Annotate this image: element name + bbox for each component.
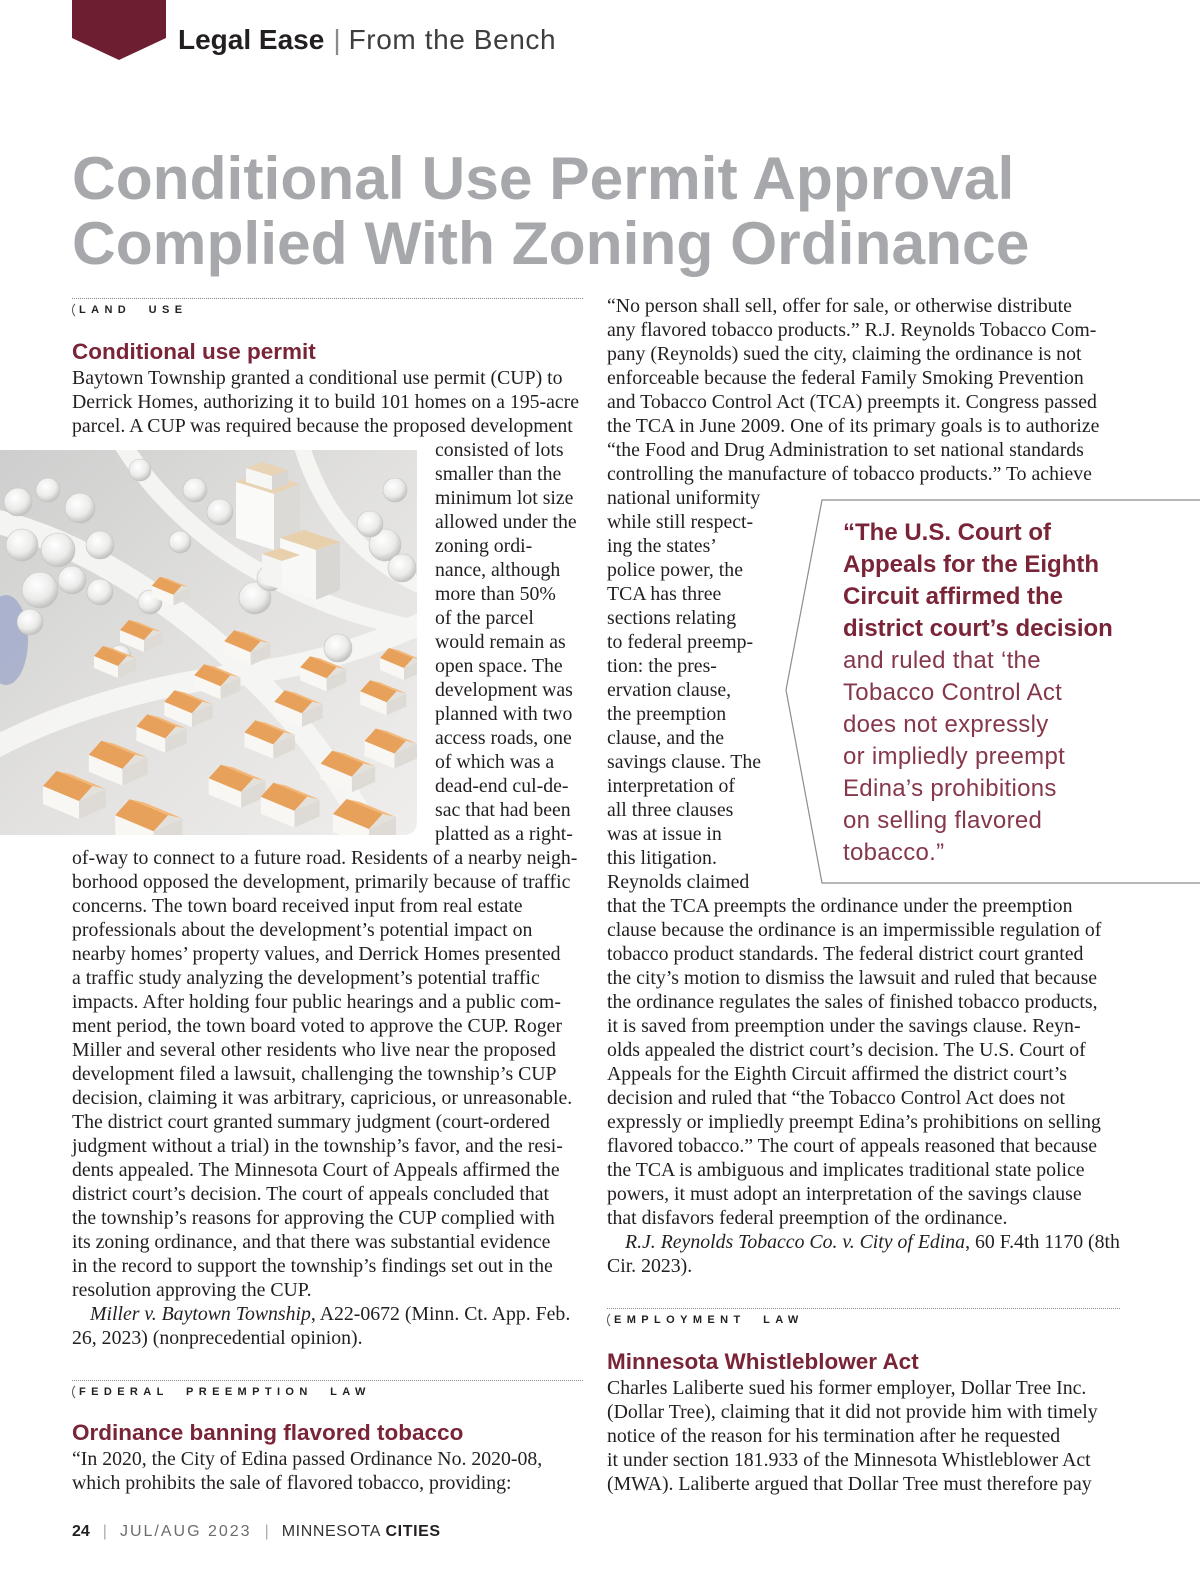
citation-reference: , A22-0672 (Minn. Ct. App. Feb. xyxy=(310,1303,571,1325)
text-line: Tobacco Control Act xyxy=(843,679,1063,706)
text-line: professionals about the development’s potential impact on xyxy=(72,919,533,941)
text-line: Appeals for the Eighth Circuit affirmed the district court’s xyxy=(607,1063,1067,1085)
text-line: sac that had been xyxy=(435,799,571,821)
text-line: parcel. A CUP was required because the proposed development xyxy=(72,415,573,437)
text-line: zoning ordi- xyxy=(435,535,533,557)
text-line: of-way to connect to a future road. Residents of a nearby neigh- xyxy=(72,847,578,869)
text-line: while still respect- xyxy=(607,511,754,533)
text-line: any flavored tobacco products.” R.J. Reynolds Tobacco Com- xyxy=(607,319,1097,341)
footer-separator: | xyxy=(264,1523,269,1540)
pull-quote-continuation xyxy=(843,645,1113,869)
text-line: impacts. After holding four public hearings and a public com- xyxy=(72,991,561,1013)
text-line: was at issue in xyxy=(607,823,722,845)
running-header xyxy=(178,23,556,57)
text-line: expressly or impliedly preempt Edina’s prohibitions on selling xyxy=(607,1111,1101,1133)
pull-quote xyxy=(843,517,1113,869)
text-line: the preemption xyxy=(607,703,727,725)
text-line: flavored tobacco.” The court of appeals reasoned that because xyxy=(607,1135,1098,1157)
text-line: that the TCA preempts the ordinance under the preemption xyxy=(607,895,1073,917)
text-line: clause, and the xyxy=(607,727,724,749)
text-line: a traffic study analyzing the development’s potential traffic xyxy=(72,967,540,989)
text-line: notice of the reason for his termination after he requested xyxy=(607,1425,1061,1447)
text-line: it under section 181.933 of the Minnesota Whistleblower Act xyxy=(607,1449,1091,1471)
land-use-citation xyxy=(72,1302,570,1350)
publication-name-prefix: MINNESOTA xyxy=(281,1523,382,1540)
text-line: the township’s reasons for approving the CUP complied with xyxy=(72,1207,555,1229)
citation-reference: , 60 F.4th 1170 (8th xyxy=(965,1231,1120,1253)
text-line: of which was a xyxy=(435,751,555,773)
text-line: borhood opposed the development, primarily because of traffic xyxy=(72,871,571,893)
text-line: tobacco product standards. The federal district court granted xyxy=(607,943,1084,965)
text-line: concerns. The town board received input from real estate xyxy=(72,895,523,917)
text-line: ment period, the town board voted to approve the CUP. Roger xyxy=(72,1015,563,1037)
text-line: judgment without a trial) in the township’s favor, and the resi- xyxy=(72,1135,563,1157)
text-line: it is saved from preemption under the savings clause. Reyn- xyxy=(607,1015,1081,1037)
text-line: decision and ruled that “the Tobacco Control Act does not xyxy=(607,1087,1066,1109)
citation-case-name: R.J. Reynolds Tobacco Co. v. City of Edina xyxy=(625,1231,966,1253)
footer-separator: | xyxy=(102,1523,107,1540)
page-title xyxy=(72,146,1029,276)
text-line: TCA has three xyxy=(607,583,722,605)
text-line: would remain as xyxy=(435,631,566,653)
publication-name-suffix: CITIES xyxy=(385,1523,441,1540)
issue-date: JUL/AUG 2023 xyxy=(119,1523,252,1540)
text-line: that disfavors federal preemption of the ordinance. xyxy=(607,1207,1008,1229)
text-line: in the record to support the township’s findings set out in the xyxy=(72,1255,553,1277)
text-line: dents appealed. The Minnesota Court of Appeals affirmed the xyxy=(72,1159,560,1181)
header-section: Legal Ease xyxy=(178,24,325,55)
text-line: more than 50% xyxy=(435,583,556,605)
preemption-body-col2-narrow xyxy=(607,510,761,894)
text-line: development was xyxy=(435,679,573,701)
text-line: of the parcel xyxy=(435,607,534,629)
text-line: Edina’s prohibitions xyxy=(843,775,1057,802)
text-line: access roads, one xyxy=(435,727,572,749)
text-line: and Tobacco Control Act (TCA) preempts it. Congress passed xyxy=(607,391,1097,413)
text-line: “No person shall sell, offer for sale, or otherwise distribute xyxy=(607,295,1072,317)
text-line: Derrick Homes, authorizing it to build 101 homes on a 195-acre xyxy=(72,391,580,413)
text-line: police power, the xyxy=(607,559,743,581)
text-line: dead-end cul-de- xyxy=(435,775,569,797)
text-line: allowed under the xyxy=(435,511,577,533)
land-use-body-top xyxy=(72,366,579,438)
text-line: sections relating xyxy=(607,607,737,629)
text-line: the TCA is ambiguous and implicates traditional state police xyxy=(607,1159,1085,1181)
text-line: powers, it must adopt an interpretation of the savings clause xyxy=(607,1183,1082,1205)
text-line: clause because the ordinance is an impermissible regulation of xyxy=(607,919,1102,941)
text-line: controlling the manufacture of tobacco products.” To achieve xyxy=(607,463,1092,485)
text-line: open space. The xyxy=(435,655,563,677)
text-line: and ruled that ‘the xyxy=(843,647,1041,674)
employment-tag: EMPLOYMENT LAW xyxy=(607,1311,805,1329)
citation-line xyxy=(72,1302,570,1326)
text-line: ervation clause, xyxy=(607,679,732,701)
citation-line-2: Cir. 2023). xyxy=(607,1255,693,1277)
preemption-tag-wrap xyxy=(72,1382,372,1401)
text-line: nance, although xyxy=(435,559,561,581)
text-line: (Dollar Tree), claiming that it did not provide him with timely xyxy=(607,1401,1098,1423)
text-line: enforceable because the federal Family Smoking Prevention xyxy=(607,367,1084,389)
text-line: consisted of lots xyxy=(435,439,564,461)
employment-rule xyxy=(607,1308,1120,1309)
citation-line-2: 26, 2023) (nonprecedential opinion). xyxy=(72,1327,363,1349)
text-line: or impliedly preempt xyxy=(843,743,1066,770)
employment-body xyxy=(607,1376,1098,1496)
text-line: smaller than the xyxy=(435,463,562,485)
text-line: minimum lot size xyxy=(435,487,574,509)
page-number: 24 xyxy=(72,1523,90,1540)
citation-line xyxy=(607,1230,1120,1254)
text-line: pany (Reynolds) sued the city, claiming the ordinance is not xyxy=(607,343,1082,365)
header-subsection: From the Bench xyxy=(348,24,557,55)
text-line: this litigation. xyxy=(607,847,717,869)
text-line: Baytown Township granted a conditional use permit (CUP) to xyxy=(72,367,563,389)
text-line: Reynolds claimed xyxy=(607,871,750,893)
preemption-tag: FEDERAL PREEMPTION LAW xyxy=(72,1383,372,1401)
land-use-tag: LAND USE xyxy=(72,301,188,319)
land-use-body-bottom xyxy=(72,846,577,1302)
text-line: on selling flavored xyxy=(843,807,1043,834)
text-line: The district court granted summary judgment (court-ordered xyxy=(72,1111,550,1133)
land-use-heading: Conditional use permit xyxy=(72,339,316,364)
employment-tag-wrap xyxy=(607,1310,805,1329)
citation-case-name: Miller v. Baytown Township xyxy=(90,1303,311,1325)
text-line: its zoning ordinance, and that there was substantial evidence xyxy=(72,1231,551,1253)
text-line: interpretation of xyxy=(607,775,735,797)
text-line: savings clause. The xyxy=(607,751,761,773)
text-line: tobacco.” xyxy=(843,839,945,866)
preemption-citation xyxy=(607,1230,1120,1278)
text-line: “In 2020, the City of Edina passed Ordinance No. 2020-08, xyxy=(72,1448,543,1470)
text-line: (MWA). Laliberte argued that Dollar Tree must therefore pay xyxy=(607,1473,1092,1495)
land-use-body-beside-image xyxy=(435,438,577,846)
text-line: Charles Laliberte sued his former employer, Dollar Tree Inc. xyxy=(607,1377,1087,1399)
text-line: ing the states’ xyxy=(607,535,717,557)
text-line: Appeals for the Eighth xyxy=(843,551,1100,578)
header-separator: | xyxy=(333,24,341,55)
text-line: Miller and several other residents who live near the proposed xyxy=(72,1039,556,1061)
employment-heading: Minnesota Whistleblower Act xyxy=(607,1349,919,1374)
land-use-rule xyxy=(72,298,583,299)
text-line: “the Food and Drug Administration to set national standards xyxy=(607,439,1084,461)
text-line: to federal preemp- xyxy=(607,631,754,653)
section-badge xyxy=(0,0,200,70)
text-line: Circuit affirmed the xyxy=(843,583,1064,610)
text-line: does not expressly xyxy=(843,711,1049,738)
text-line: national uniformity xyxy=(607,487,761,509)
text-line: planned with two xyxy=(435,703,573,725)
text-line: “The U.S. Court of xyxy=(843,519,1051,546)
text-line: tion: the pres- xyxy=(607,655,717,677)
text-line: the ordinance regulates the sales of finished tobacco products, xyxy=(607,991,1098,1013)
pull-quote-emphasis xyxy=(843,517,1113,645)
architectural-model-image xyxy=(0,450,417,835)
text-line: the city’s motion to dismiss the lawsuit and ruled that because xyxy=(607,967,1098,989)
title-line-1: Conditional Use Permit Approval xyxy=(72,144,1015,212)
text-line: district court’s decision xyxy=(843,615,1113,642)
title-line-2: Complied With Zoning Ordinance xyxy=(72,209,1030,277)
text-line: the TCA in June 2009. One of its primary goals is to authorize xyxy=(607,415,1100,437)
preemption-body-col1 xyxy=(72,1447,542,1495)
text-line: resolution approving the CUP. xyxy=(72,1279,312,1301)
text-line: district court’s decision. The court of appeals concluded that xyxy=(72,1183,549,1205)
text-line: platted as a right- xyxy=(435,823,573,845)
text-line: which prohibits the sale of flavored tobacco, providing: xyxy=(72,1472,512,1494)
text-line: all three clauses xyxy=(607,799,734,821)
text-line: decision, claiming it was arbitrary, capricious, or unreasonable. xyxy=(72,1087,573,1109)
preemption-rule xyxy=(72,1380,583,1381)
text-line: development filed a lawsuit, challenging the township’s CUP xyxy=(72,1063,557,1085)
preemption-body-col2-bottom xyxy=(607,894,1101,1230)
preemption-heading: Ordinance banning flavored tobacco xyxy=(72,1420,464,1445)
text-line: olds appealed the district court’s decision. The U.S. Court of xyxy=(607,1039,1086,1061)
land-use-tag-wrap xyxy=(72,300,188,319)
preemption-body-col2-top xyxy=(607,294,1099,510)
text-line: nearby homes’ property values, and Derrick Homes presented xyxy=(72,943,561,965)
page-footer xyxy=(72,1522,441,1542)
